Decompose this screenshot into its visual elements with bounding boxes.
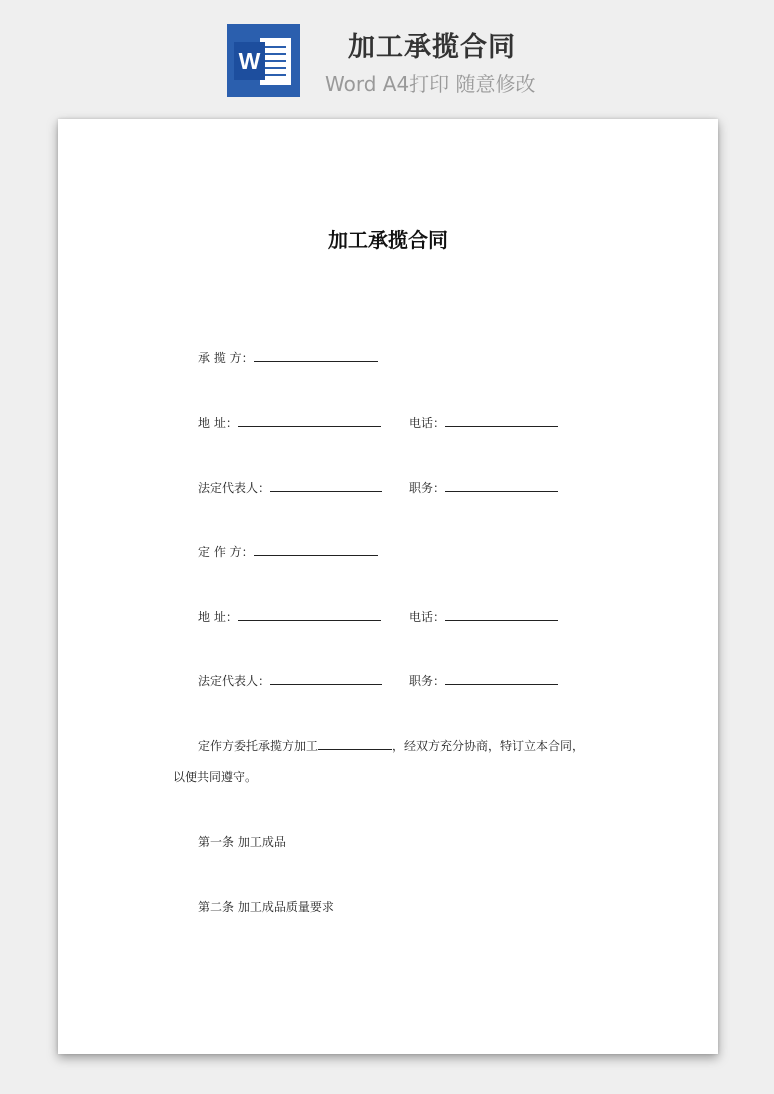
header	[0, 0, 774, 110]
app-subtitle: Word A4打印 随意修改	[325, 72, 536, 96]
address-label-2: 地 址：	[198, 610, 238, 624]
app-title: 加工承揽合同	[348, 32, 516, 63]
position-label-2: 职务：	[409, 674, 446, 688]
phone-blank-1[interactable]	[445, 413, 558, 427]
address-label-1: 地 址：	[198, 416, 238, 430]
position-row-2	[409, 671, 558, 690]
client-blank[interactable]	[254, 542, 378, 556]
address-row-1	[198, 413, 381, 432]
phone-blank-2[interactable]	[445, 607, 558, 621]
contractor-label: 承 揽 方：	[198, 351, 254, 365]
phone-row-1	[409, 413, 558, 432]
client-label: 定 作 方：	[198, 545, 254, 559]
position-blank-1[interactable]	[445, 478, 558, 492]
contractor-blank[interactable]	[254, 348, 378, 362]
article-1: 第一条 加工成品	[198, 835, 286, 849]
address-row-2	[198, 607, 381, 626]
legal-rep-label-1: 法定代表人：	[198, 481, 271, 495]
document-page	[58, 119, 718, 1054]
processing-item-blank[interactable]	[318, 736, 392, 750]
document-title: 加工承揽合同	[328, 228, 448, 252]
legal-rep-blank-2[interactable]	[270, 671, 382, 685]
intro-text-3: 以便共同遵守。	[173, 770, 258, 784]
intro-text-1: 定作方委托承揽方加工	[198, 739, 319, 753]
phone-label-2: 电话：	[409, 610, 446, 624]
phone-row-2	[409, 607, 558, 626]
address-blank-1[interactable]	[238, 413, 381, 427]
position-blank-2[interactable]	[445, 671, 558, 685]
position-row-1	[409, 478, 558, 497]
contractor-row	[198, 348, 378, 367]
address-blank-2[interactable]	[238, 607, 381, 621]
legal-rep-label-2: 法定代表人：	[198, 674, 271, 688]
intro-text-2: ，经双方充分协商，特订立本合同，	[392, 739, 585, 753]
word-letter-badge: W	[234, 42, 265, 80]
word-icon	[227, 24, 300, 97]
legal-rep-row-1	[198, 478, 382, 497]
watermark	[88, 482, 108, 511]
position-label-1: 职务：	[409, 481, 446, 495]
client-row	[198, 542, 378, 561]
intro-paragraph-line-1	[198, 736, 584, 755]
legal-rep-row-2	[198, 671, 382, 690]
intro-paragraph-line-2	[173, 768, 257, 786]
legal-rep-blank-1[interactable]	[270, 478, 382, 492]
article-2: 第二条 加工成品质量要求	[198, 900, 334, 914]
phone-label-1: 电话：	[409, 416, 446, 430]
